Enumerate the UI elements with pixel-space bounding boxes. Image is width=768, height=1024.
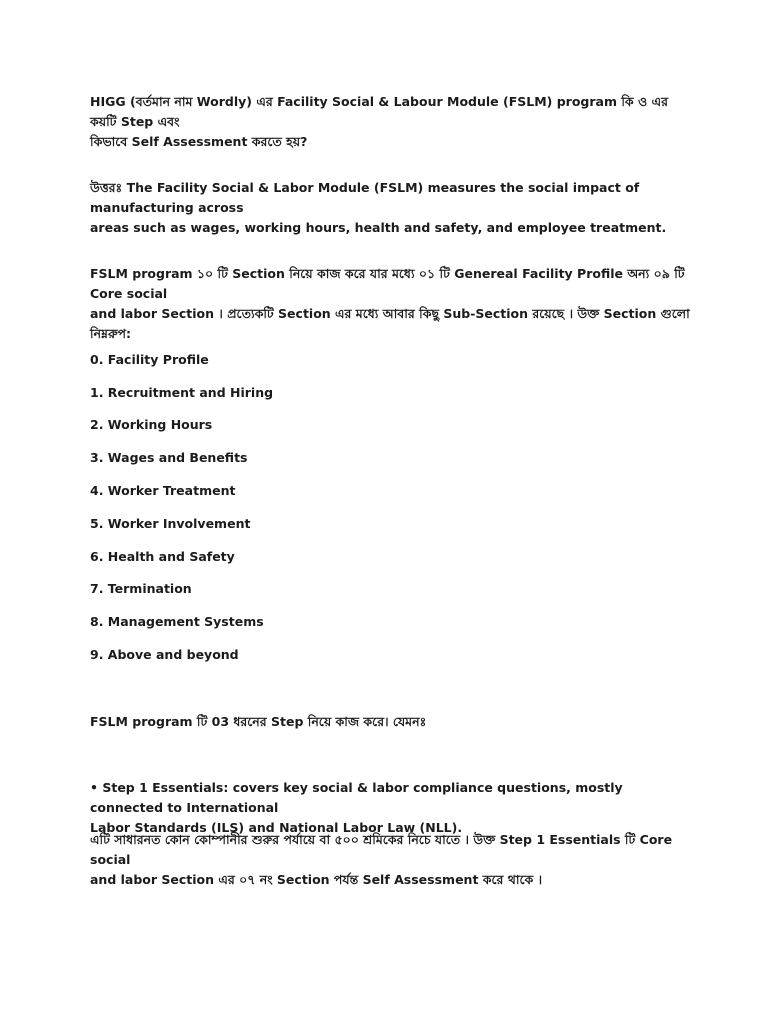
section-item-working-hours: 2. Working Hours <box>90 417 213 432</box>
step1-line-2: Labor Standards (ILS) and National Labor Law (NLL). <box>90 820 463 835</box>
answer-line-1: উত্তরঃ The Facility Social & Labor Module (FSLM) measures the social impact of manufacturing across <box>90 180 640 215</box>
section-item-worker-involvement: 5. Worker Involvement <box>90 516 251 531</box>
step1-note-line-2: and labor Section এর ০৭ নং Section পর্যন্ত Self Assessment করে থাকে । <box>90 872 543 887</box>
section-item-recruitment-and-hiring: 1. Recruitment and Hiring <box>90 385 274 400</box>
section-item-facility-profile: 0. Facility Profile <box>90 352 209 367</box>
section-item-worker-treatment: 4. Worker Treatment <box>90 483 236 498</box>
answer-paragraph <box>90 178 690 238</box>
section-item-management-systems: 8. Management Systems <box>90 614 264 629</box>
step1-line-1: • Step 1 Essentials: covers key social & labor compliance questions, mostly connected to International <box>90 780 623 815</box>
answer-line-2: areas such as wages, working hours, health and safety, and employee treatment. <box>90 220 667 235</box>
sections-intro-line-1: FSLM program ১০ টি Section নিয়ে কাজ করে যার মধ্যে ০১ টি Genereal Facility Profile অন্য ০৯ টি Core social <box>90 266 685 301</box>
section-item-above-and-beyond: 9. Above and beyond <box>90 647 239 662</box>
steps-intro-paragraph: FSLM program টি 03 ধরনের Step নিয়ে কাজ করে। যেমনঃ <box>90 714 427 729</box>
sections-intro-paragraph <box>90 264 690 344</box>
question-paragraph <box>90 92 690 152</box>
sections-intro-line-2: and labor Section । প্রত্যেকটি Section এর মধ্যে আবার কিছু Sub-Section রয়েছে । উক্ত Section গুলো নিম্নরুপ: <box>90 306 690 341</box>
question-line-2: কিভাবে Self Assessment করতে হয়? <box>90 134 308 149</box>
section-item-health-and-safety: 6. Health and Safety <box>90 549 235 564</box>
step1-paragraph <box>90 778 690 838</box>
section-item-wages-and-benefits: 3. Wages and Benefits <box>90 450 248 465</box>
question-line-1: HIGG (বর্তমান নাম Wordly) এর Facility Social & Labour Module (FSLM) program কি ও এর কয়টি Step এবং <box>90 94 668 129</box>
step1-note-line-1: এটি সাধারনত কোন কোম্পানীর শুরুর পর্যায়ে বা ৫০০ শ্রমিকের নিচে যাতে । উক্ত Step 1 Essentials টি Core social <box>90 832 673 867</box>
section-item-termination: 7. Termination <box>90 581 192 596</box>
step1-note-paragraph <box>90 830 690 890</box>
